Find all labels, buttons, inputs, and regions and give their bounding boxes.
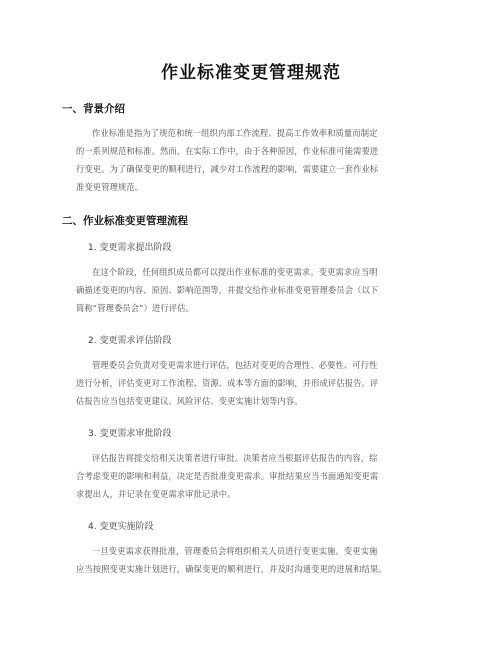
paragraph-line: 评估报告将提交给相关决策者进行审批。决策者应当根据评估报告的内容，综 — [92, 453, 378, 463]
paragraph-line: 应当按照变更实施计划进行，确保变更的顺利进行，并及时沟通变更的进展和结果。 — [76, 564, 387, 574]
paragraph-line: 合考虑变更的影响和利益，决定是否批准变更需求。审批结果应当书面通知变更需 — [76, 471, 379, 481]
section-heading-process: 二、作业标准变更管理流程 — [62, 215, 188, 227]
section-heading-background: 一、背景介绍 — [62, 103, 125, 115]
paragraph-line: 的一系列规范和标准。然而，在实际工作中，由于各种原因，作业标准可能需要进 — [76, 146, 379, 156]
paragraph-line: 一旦变更需求获得批准，管理委员会将组织相关人员进行变更实施。变更实施 — [92, 546, 378, 556]
document-title: 作业标准变更管理规范 — [161, 63, 341, 83]
paragraph-line: 进行分析，评估变更对工作流程、资源、成本等方面的影响，并形成评估报告。评 — [76, 378, 379, 388]
paragraph-line: 简称“管理委员会”）进行评估。 — [76, 303, 194, 313]
paragraph-line: 管理委员会负责对变更需求进行评估，包括对变更的合理性、必要性、可行性 — [92, 360, 378, 370]
paragraph-line: 作业标准是指为了规范和统一组织内部工作流程、提高工作效率和质量而制定 — [92, 128, 378, 138]
paragraph-line: 行变更。为了确保变更的顺利进行，减少对工作流程的影响，需要建立一套作业标 — [76, 164, 379, 174]
paragraph-line: 在这个阶段，任何组织成员都可以提出作业标准的变更需求。变更需求应当明 — [92, 267, 378, 277]
step-title-3: 3. 变更需求审批阶段 — [88, 429, 172, 439]
step-title-2: 2. 变更需求评估阶段 — [88, 336, 172, 346]
step-title-4: 4. 变更实施阶段 — [88, 522, 154, 532]
paragraph-line: 估报告应当包括变更建议、风险评估、变更实施计划等内容。 — [76, 396, 303, 406]
step-title-1: 1. 变更需求提出阶段 — [88, 243, 172, 253]
paragraph-line: 确描述变更的内容、原因、影响范围等，并提交给作业标准变更管理委员会（以下 — [76, 285, 379, 295]
paragraph-line: 求提出人，并记录在变更需求审批记录中。 — [76, 489, 236, 499]
paragraph-line: 准变更管理规范。 — [76, 182, 144, 192]
